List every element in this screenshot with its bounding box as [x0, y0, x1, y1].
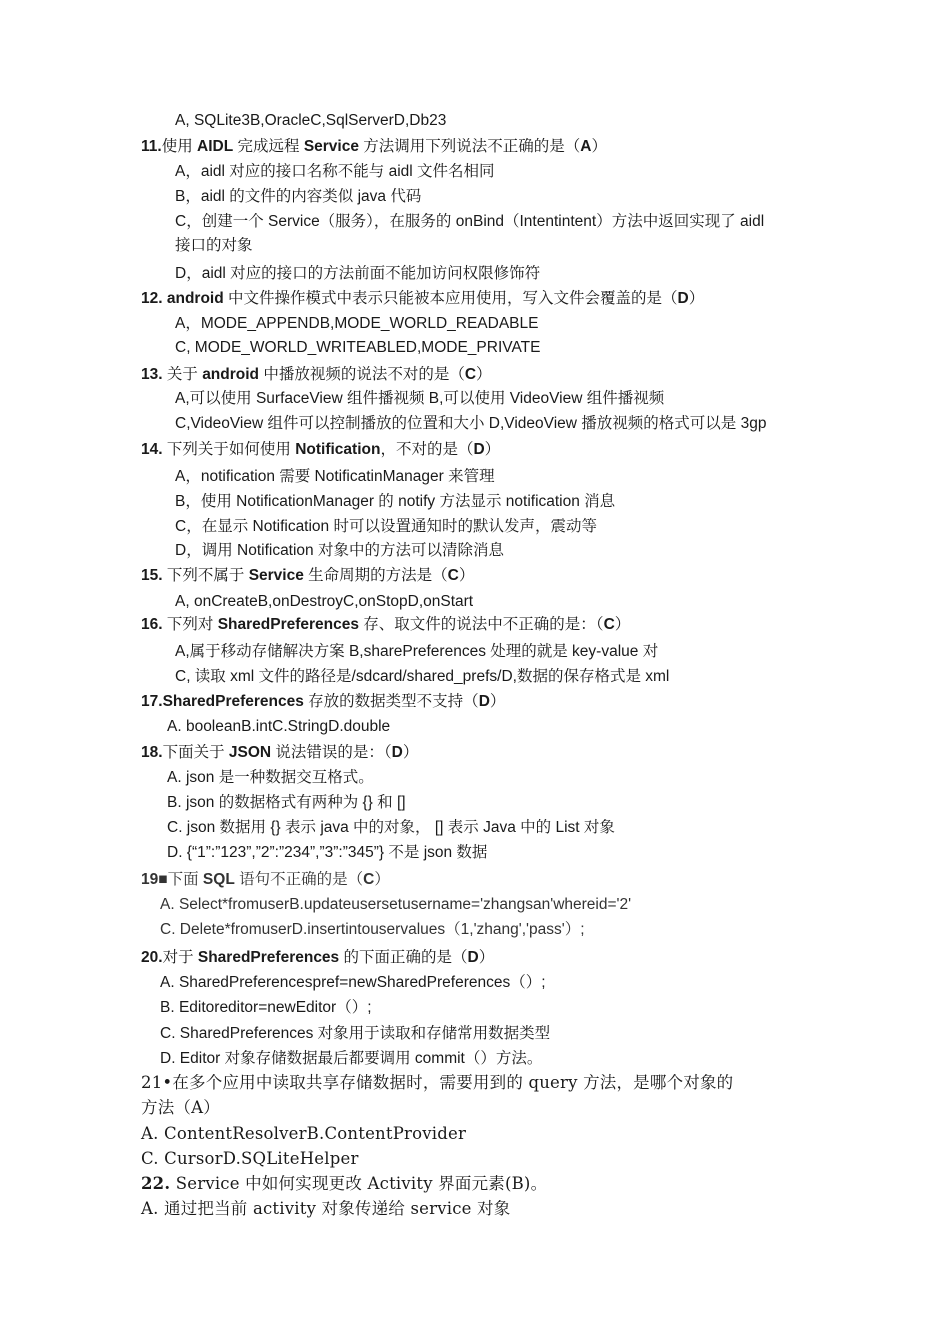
q18-option-b: B. json 的数据格式有两种为 {} 和 [] [167, 794, 406, 811]
q22-stem: 22. Service 中如何实现更改 Activity 界面元素(B)。 [141, 1174, 548, 1193]
q12-stem: 12. android 中文件操作模式中表示只能被本应用使用，写入文件会覆盖的是（D） [141, 290, 705, 307]
q19-options-ab: A. Select*fromuserB.updateusersetusername='zhangsan'whereid='2' [160, 896, 632, 913]
q17-options: A. booleanB.intC.StringD.double [167, 718, 391, 735]
q19-stem: 19■下面 SQL 语句不正确的是（C） [141, 871, 390, 888]
q12-options-cd: C, MODE_WORLD_WRITEABLED,MODE_PRIVATE [175, 339, 541, 356]
q22-option-a: A. 通过把当前 activity 对象传递给 service 对象 [141, 1199, 511, 1218]
q14-option-c: C，在显示 Notification 时可以设置通知时的默认发声，震动等 [175, 518, 597, 535]
q14-option-d: D，调用 Notification 对象中的方法可以清除消息 [175, 542, 504, 559]
q19-options-cd: C. Delete*fromuserD.insertintouservalues（1,'zhang','pass'）; [160, 921, 585, 938]
q21-options-ab: A. ContentResolverB.ContentProvider [141, 1124, 467, 1143]
q15-options: A, onCreateB,onDestroyC,onStopD,onStart [175, 593, 474, 610]
q17-stem: 17.SharedPreferences 存放的数据类型不支持（D） [141, 693, 506, 710]
q18-option-d: D. {“1”:”123”,”2”:”234”,”3”:”345”} 不是 json 数据 [167, 844, 488, 861]
q16-stem: 16. 下列对 SharedPreferences 存、取文件的说法中不正确的是：（C） [141, 616, 631, 633]
q15-stem: 15. 下列不属于 Service 生命周期的方法是（C） [141, 567, 475, 584]
q16-options-ab: A,属于移动存储解决方案 B,sharePreferences 处理的就是 key-value 对 [175, 643, 659, 660]
q14-stem: 14. 下列关于如何使用 Notification，不对的是（D） [141, 441, 501, 458]
q16-options-cd: C, 读取 xml 文件的路径是/sdcard/shared_prefs/D,数据的保存格式是 xml [175, 668, 670, 685]
q14-option-b: B，使用 NotificationManager 的 notify 方法显示 notification 消息 [175, 493, 616, 510]
q20-option-a: A. SharedPreferencespref=newSharedPreferences（）; [160, 974, 546, 991]
q18-option-c: C. json 数据用 {} 表示 java 中的对象， [] 表示 Java 中的 List 对象 [167, 819, 615, 836]
q10-options: A, SQLite3B,OracleC,SqlServerD,Db23 [175, 112, 447, 129]
q11-option-c: C，创建一个 Service（服务），在服务的 onBind（Intentintent）方法中返回实现了 aidl [175, 213, 765, 230]
q18-option-a: A. json 是一种数据交互格式。 [167, 769, 374, 786]
q20-stem: 20.对于 SharedPreferences 的下面正确的是（D） [141, 949, 495, 966]
q11-stem: 11.使用 AIDL 完成远程 Service 方法调用下列说法不正确的是（A） [141, 138, 608, 155]
q21-options-cd: C. CursorD.SQLiteHelper [141, 1149, 359, 1168]
q11-option-b: B，aidl 的文件的内容类似 java 代码 [175, 188, 422, 205]
q14-option-a: A，notification 需要 NotificatinManager 来管理 [175, 468, 495, 485]
q13-stem: 13. 关于 android 中播放视频的说法不对的是（C） [141, 366, 492, 383]
q18-stem: 18.下面关于 JSON 说法错误的是：（D） [141, 744, 419, 761]
q11-option-c-cont: 接口的对象 [175, 237, 253, 254]
q13-options-cd: C,VideoView 组件可以控制播放的位置和大小 D,VideoView 播放视频的格式可以是 3gp [175, 415, 767, 432]
q11-option-a: A，aidl 对应的接口名称不能与 aidl 文件名相同 [175, 163, 495, 180]
q13-options-ab: A,可以使用 SurfaceView 组件播视频 B,可以使用 VideoView 组件播视频 [175, 390, 665, 407]
q21-stem-cont: 方法（A） [141, 1098, 220, 1117]
q20-option-b: B. Editoreditor=newEditor（）; [160, 999, 372, 1016]
q12-options-ab: A，MODE_APPENDB,MODE_WORLD_READABLE [175, 315, 539, 332]
q11-option-d: D，aidl 对应的接口的方法前面不能加访问权限修饰符 [175, 265, 541, 282]
q20-option-d: D. Editor 对象存储数据最后都要调用 commit（）方法。 [160, 1050, 543, 1067]
q20-option-c: C. SharedPreferences 对象用于读取和存储常用数据类型 [160, 1025, 551, 1042]
q21-stem: 21•在多个应用中读取共享存储数据时，需要用到的 query 方法，是哪个对象的 [141, 1073, 734, 1092]
